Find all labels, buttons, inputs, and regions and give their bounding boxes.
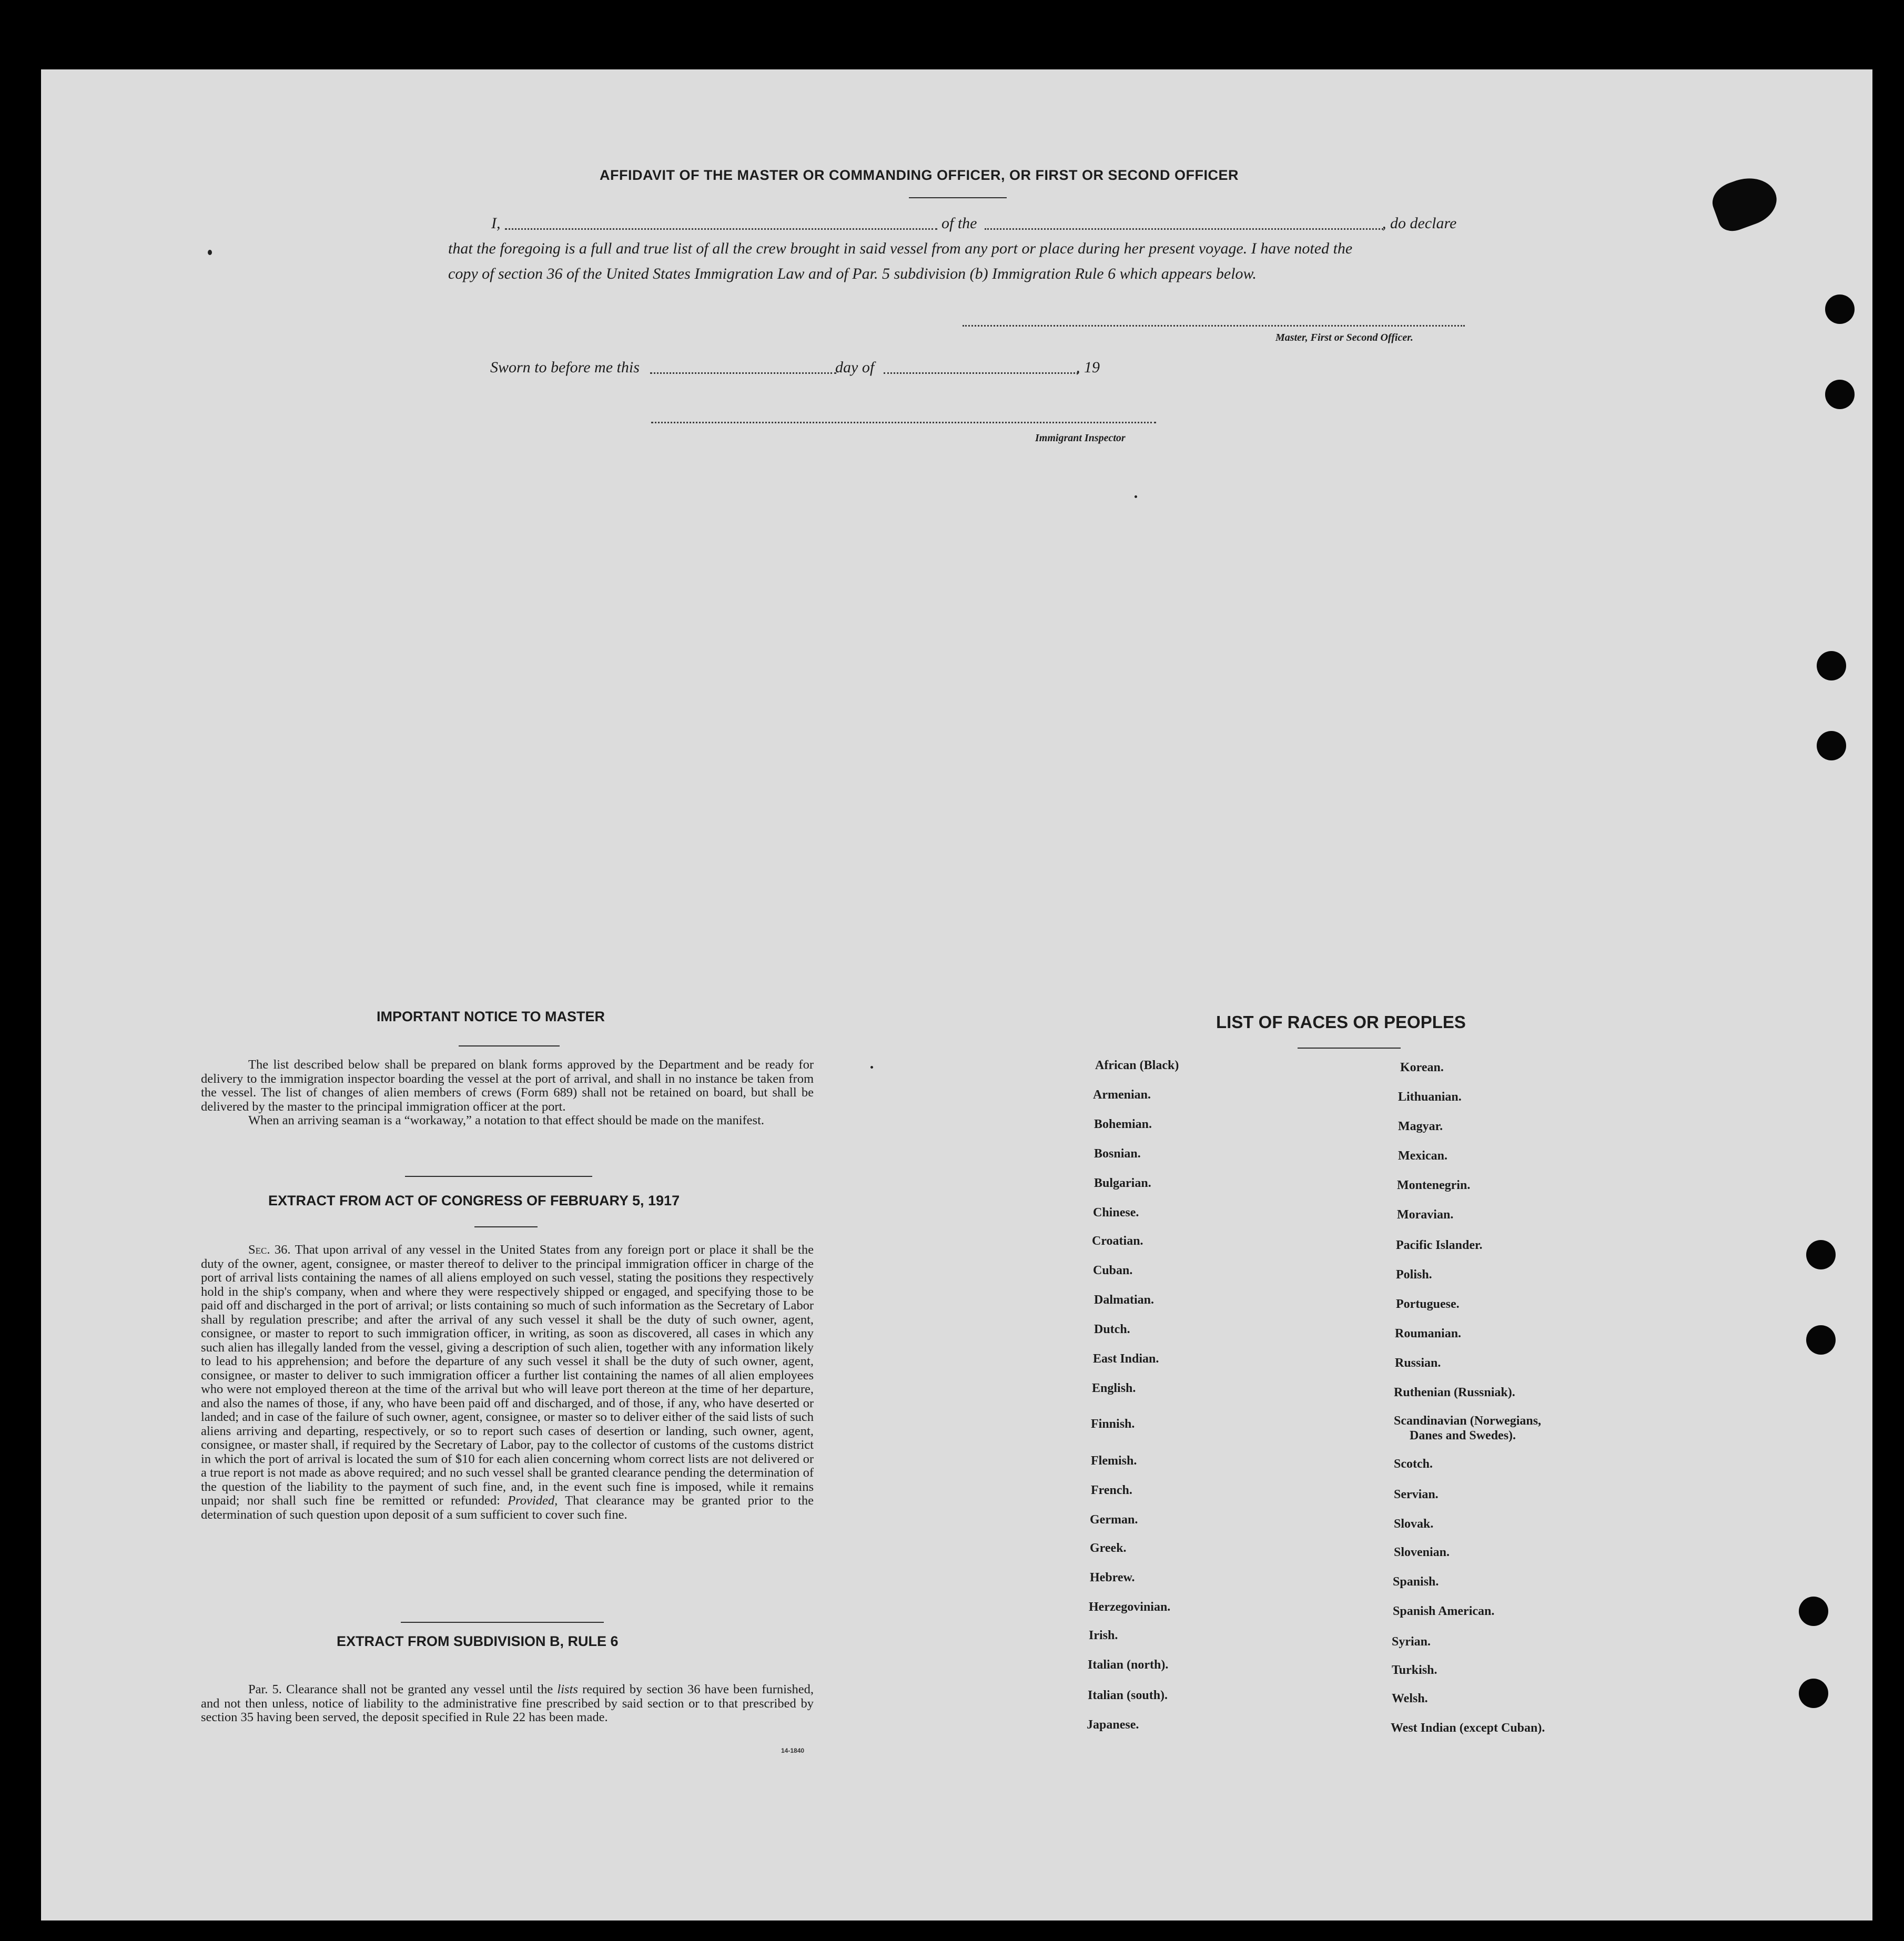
- race-item: Spanish.: [1393, 1575, 1439, 1589]
- race-item: African (Black): [1095, 1059, 1179, 1072]
- punch-hole: [1806, 1240, 1836, 1269]
- race-item: West Indian (except Cuban).: [1391, 1721, 1545, 1735]
- race-item: Ruthenian (Russniak).: [1394, 1386, 1515, 1399]
- race-item: Syrian.: [1392, 1635, 1431, 1649]
- race-item: Polish.: [1396, 1268, 1432, 1282]
- race-item: Mexican.: [1398, 1149, 1447, 1163]
- race-item: Bulgarian.: [1094, 1176, 1151, 1190]
- races-title-rule: [1298, 1048, 1401, 1049]
- race-item: Dalmatian.: [1094, 1293, 1154, 1307]
- vessel-blank: [985, 228, 1383, 230]
- sworn-month-blank: [884, 372, 1078, 374]
- race-item: Flemish.: [1091, 1454, 1137, 1468]
- speck: [1135, 495, 1137, 498]
- punch-hole: [1825, 380, 1855, 409]
- section-rule-2: [401, 1622, 604, 1623]
- notice-body: [201, 1058, 814, 1128]
- name-blank: [505, 228, 937, 230]
- notice-title: IMPORTANT NOTICE TO MASTER: [377, 1009, 605, 1024]
- race-item: French.: [1091, 1483, 1132, 1497]
- race-item: Portuguese.: [1396, 1297, 1460, 1311]
- race-item: Turkish.: [1392, 1663, 1437, 1677]
- punch-hole: [1825, 294, 1855, 324]
- race-item: Cuban.: [1093, 1264, 1133, 1277]
- race-item: Welsh.: [1392, 1692, 1428, 1705]
- race-item: Moravian.: [1397, 1208, 1454, 1222]
- race-item: Italian (north).: [1088, 1658, 1169, 1672]
- document-sheet: [41, 69, 1872, 1920]
- race-item: Japanese.: [1087, 1718, 1139, 1732]
- year-prefix: , 19: [1076, 359, 1100, 376]
- race-item: Armenian.: [1093, 1088, 1151, 1102]
- race-item: Bohemian.: [1094, 1117, 1152, 1131]
- rule-lists-word: lists: [557, 1682, 578, 1696]
- race-item: Chinese.: [1093, 1206, 1139, 1220]
- race-item: Danes and Swedes).: [1410, 1429, 1516, 1442]
- rule-text-start: Par. 5. Clearance shall not be granted any vessel until the: [248, 1682, 553, 1696]
- affidavit-line-3: copy of section 36 of the United States Immigration Law and of Par. 5 subdivision (b) Immigration Rule 6 which appears below.: [448, 265, 1257, 282]
- inspector-caption: Immigrant Inspector: [1035, 432, 1126, 444]
- race-item: Slovak.: [1394, 1517, 1434, 1531]
- race-item: Hebrew.: [1090, 1571, 1135, 1584]
- race-item: Lithuanian.: [1398, 1090, 1462, 1104]
- race-item: Herzegovinian.: [1089, 1600, 1171, 1614]
- race-item: Greek.: [1090, 1541, 1127, 1555]
- punch-hole: [1817, 651, 1846, 680]
- race-item: Pacific Islander.: [1396, 1238, 1483, 1252]
- sworn-day-blank: [650, 372, 836, 374]
- race-item: Spanish American.: [1393, 1604, 1495, 1618]
- affidavit-title: AFFIDAVIT OF THE MASTER OR COMMANDING OFFICER, OR FIRST OR SECOND OFFICER: [600, 167, 1239, 183]
- race-item: Scotch.: [1394, 1457, 1433, 1471]
- race-item: Servian.: [1394, 1488, 1439, 1501]
- act-section-label: Sec. 36.: [248, 1243, 291, 1257]
- form-number: 14-1840: [781, 1747, 805, 1754]
- race-item: East Indian.: [1093, 1352, 1159, 1366]
- race-item: German.: [1090, 1513, 1138, 1527]
- race-item: Slovenian.: [1394, 1546, 1450, 1559]
- day-of-label: day of: [835, 359, 875, 376]
- master-signature-line: [963, 325, 1465, 327]
- notice-paragraph-1: The list described below shall be prepared on blank forms approved by the Department and be ready for delivery to the immigration inspector boarding the vessel at the port of arrival, and shall in no instance be taken from the vessel. The list of changes of alien members of crews (Form 689) shall not be retained on board, but shall be delivered by the master to the principal immigration officer at the port.: [201, 1058, 814, 1114]
- act-extract-body: [201, 1243, 814, 1522]
- race-item: Montenegrin.: [1397, 1178, 1471, 1192]
- race-item: Scandinavian (Norwegians,: [1394, 1414, 1542, 1428]
- act-text-main: That upon arrival of any vessel in the United States from any foreign port or place it shall be the duty of the owner, agent, consignee, or master thereof to deliver to the principal immigration officer in charge of the port of arrival lists containing the names of all aliens employed on such vessel, stating the positions they respectively hold in the ship's company, when and where they were respectively shipped or engaged, and specifying those to be paid off and discharged in the port of arrival; or lists containing so much of such information as the Secretary of Labor shall by regulation prescribe; and after the arrival of any such vessel it shall be the duty of such owner, agent, consignee, or master to report to such immigration officer, in writing, as soon as discovered, all cases in which any such alien has illegally landed from the vessel, giving a description of such alien, together with any information likely to lead to his apprehension; and before the departure of any such vessel it shall be the duty of such owner, agent, consignee, or master to deliver to such immigration officer a further list containing the names of all alien employees who were not employed thereon at the time of the arrival but who will leave port thereon at the time of her departure, and also the names of those, if any, who have been paid off and discharged, and of those, if any, who have deserted or landed; and in case of the failure of such owner, agent, consignee, or master so to deliver either of the said lists of such aliens arriving and departing, respectively, or so to report such cases of desertion or landing, such owner, agent, consignee, or master shall, if required by the Secretary of Labor, pay to the collector of customs of the customs district in which the port of arrival is located the sum of $10 for each alien concerning whom correct lists are not delivered or a true report is not made as above required; and no such vessel shall be granted clearance pending the determination of the question of the liability to the payment of such fine, and, in the event such fine is imposed, while it remains unpaid; nor shall such fine be remitted or refunded:: [201, 1243, 814, 1508]
- speck: [208, 250, 212, 255]
- race-item: Irish.: [1089, 1629, 1118, 1642]
- race-item: Russian.: [1395, 1356, 1441, 1370]
- speck: [870, 1066, 873, 1069]
- rule-text-end: required by section 36 have been furnished, and not then unless, notice of liability to the administrative fine prescribed by said section or to that prescribed by section 35 having been served, the deposit specified in Rule 22 has been made.: [201, 1682, 814, 1724]
- punch-hole: [1817, 731, 1846, 760]
- section-rule: [405, 1176, 592, 1177]
- race-item: Magyar.: [1398, 1120, 1443, 1133]
- sworn-text: Sworn to before me this: [490, 359, 640, 376]
- inspector-signature-line: [651, 422, 1156, 423]
- affidavit-of-the-label: of the: [941, 215, 977, 232]
- race-item: Korean.: [1400, 1061, 1444, 1074]
- race-item: Finnish.: [1091, 1417, 1135, 1431]
- race-item: Italian (south).: [1088, 1689, 1168, 1702]
- master-signature-caption: Master, First or Second Officer.: [1275, 332, 1413, 343]
- rule-extract-title: EXTRACT FROM SUBDIVISION B, RULE 6: [337, 1633, 619, 1649]
- race-item: English.: [1092, 1381, 1136, 1395]
- affidavit-line-2: that the foregoing is a full and true list of all the crew brought in said vessel from any port or place during her present voyage. I have noted the: [448, 240, 1353, 257]
- act-text-end: That clearance may be granted prior to the determination of such question upon deposit of a sum sufficient to cover such fine.: [201, 1493, 814, 1522]
- notice-rule: [459, 1045, 560, 1046]
- affidavit-i-label: I,: [491, 215, 501, 232]
- act-extract-title: EXTRACT FROM ACT OF CONGRESS OF FEBRUARY 5, 1917: [268, 1193, 680, 1208]
- race-item: Bosnian.: [1094, 1147, 1141, 1161]
- notice-paragraph-2: When an arriving seaman is a “workaway,” a notation to that effect should be made on the manifest.: [248, 1113, 765, 1127]
- title-rule: [909, 197, 1007, 198]
- rule-extract-body: [201, 1683, 814, 1725]
- races-title: LIST OF RACES OR PEOPLES: [1216, 1012, 1466, 1032]
- punch-hole: [1799, 1679, 1828, 1708]
- race-item: Roumanian.: [1395, 1327, 1462, 1340]
- race-item: Croatian.: [1092, 1234, 1143, 1248]
- act-title-rule: [474, 1226, 538, 1227]
- punch-hole: [1799, 1597, 1828, 1626]
- act-provided-word: Provided,: [508, 1493, 558, 1508]
- race-item: Dutch.: [1094, 1323, 1130, 1336]
- affidavit-do-declare: , do declare: [1382, 215, 1457, 232]
- punch-hole: [1806, 1325, 1836, 1355]
